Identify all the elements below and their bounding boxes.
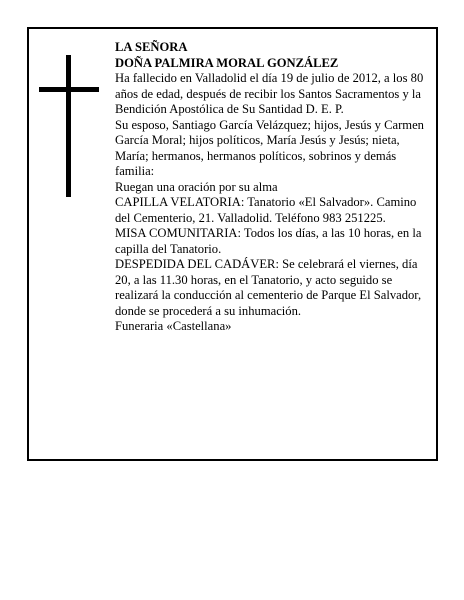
deceased-name: DOÑA PALMIRA MORAL GONZÁLEZ [115, 55, 339, 70]
latin-cross-icon [39, 55, 99, 197]
cross-vertical-bar [66, 55, 71, 197]
farewell-details: DESPEDIDA DEL CADÁVER: Se celebrará el viernes, día 20, a las 11.30 horas, en el Tanatorio, y acto seguido se realizará la conducción al cementerio de Parque El Salvador, donde se procederá a su inhumación. [115, 257, 422, 318]
funeral-home: Funeraria «Castellana» [115, 319, 232, 333]
family-list: Su esposo, Santiago García Velázquez; hijos, Jesús y Carmen García Moral; hijos políticos, María Jesús y Jesús; nieta, María; hermanos, hermanos políticos, sobrinos y demás familia: [115, 117, 424, 178]
prayer-request: Ruegan una oración por su alma [115, 179, 278, 194]
death-announcement: Ha fallecido en Valladolid el día 19 de julio de 2012, a los 80 años de edad, después de recibir los Santos Sacramentos y la Bendición Apostólica de Su Santidad D. E. P. [115, 71, 424, 116]
wake-location: CAPILLA VELATORIA: Tanatorio «El Salvador». Camino del Cementerio, 21. Valladolid. Teléfono 983 251225. [115, 195, 417, 225]
deceased-honorific: LA SEÑORA [115, 40, 188, 54]
community-mass: MISA COMUNITARIA: Todos los días, a las 10 horas, en la capilla del Tanatorio. [115, 226, 422, 256]
cross-horizontal-bar [39, 87, 99, 92]
obituary-text [115, 40, 425, 335]
